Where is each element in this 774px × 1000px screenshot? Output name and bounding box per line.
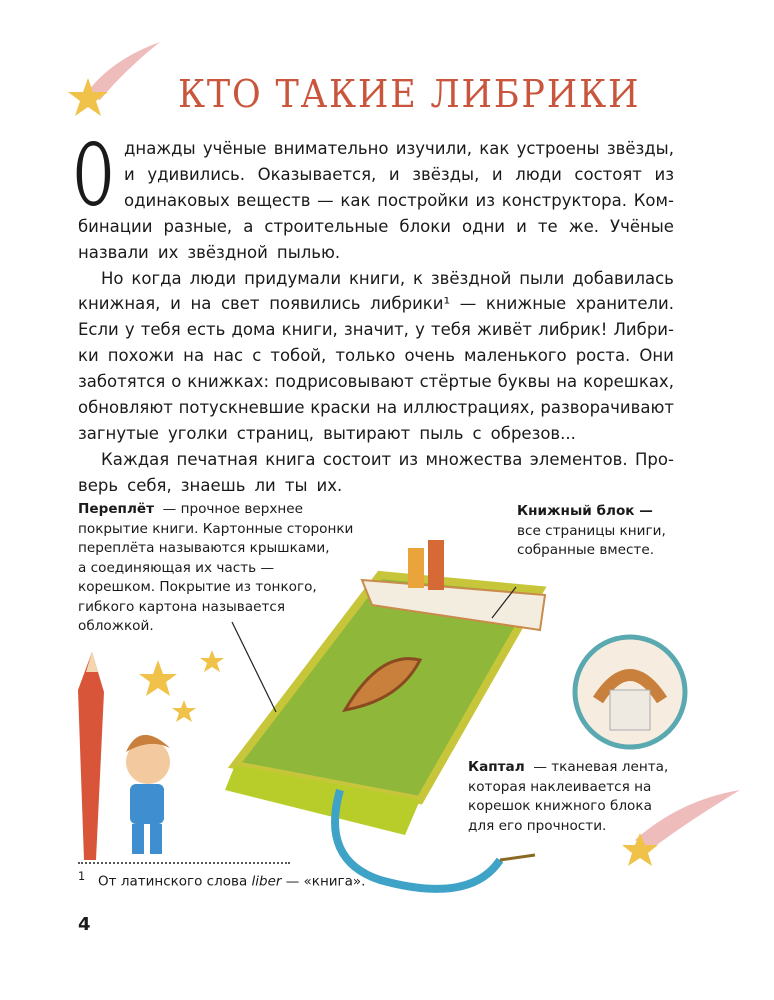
librik-character: [126, 735, 170, 854]
callout-binding: [78, 500, 353, 637]
callout-line: гибкого картона называется: [78, 598, 286, 615]
callout-term: Книжный блок —: [517, 503, 653, 519]
callout-line: — тканевая лента,: [533, 759, 669, 775]
callout-line: собранные вместе.: [517, 542, 655, 558]
text-line: одинаковых веществ — как постройки из конструктора. Ком-: [124, 190, 674, 210]
text-line: бинации разные, а строительные блоки одни и те же. Учёные: [78, 216, 674, 236]
pencil-icon: [78, 652, 104, 860]
text-line: загнутые уголки страниц, вытирают пыль с обрезов...: [78, 423, 576, 443]
headband-closeup: [575, 637, 685, 747]
callout-line: все страницы книги,: [517, 522, 666, 539]
text-line: заботятся о книжках: подрисовывают стёртые буквы на корешках,: [78, 372, 674, 392]
footnote-divider: [78, 862, 290, 864]
text-line: книжная, и на свет появились либрики¹ — книжные хранители.: [78, 294, 674, 314]
text-line: верь себя, знаешь ли ты их.: [78, 475, 343, 495]
text-line: днажды учёные внимательно изучили, как устроены звёзды,: [124, 139, 674, 158]
page-number: 4: [78, 914, 91, 935]
callout-line: для его прочности.: [468, 817, 607, 834]
text-line: обновляют потускневшие краски на иллюстрациях, разворачивают: [78, 398, 674, 418]
callout-term: Переплёт: [78, 501, 154, 517]
text-line: назвали их звёздной пылью.: [78, 242, 341, 262]
footnote: [78, 870, 365, 890]
callout-line: — прочное верхнее: [162, 501, 303, 517]
callout-line: а соединяющая их часть —: [78, 559, 275, 576]
shooting-star-icon: [68, 42, 160, 116]
footnote-mark: 1: [78, 870, 86, 883]
text-line: Если у тебя есть дома книги, значит, у тебя живёт либрик! Либри-: [78, 320, 674, 340]
callout-line: корешком. Покрытие из тонкого,: [78, 579, 317, 595]
callout-line: корешок книжного блока: [468, 798, 652, 814]
callout-line: обложкой.: [78, 618, 154, 634]
callout-line: которая наклеивается на: [468, 778, 652, 795]
text-line: и удивились. Оказывается, и звёзды, и люди состоят из: [124, 164, 674, 184]
callout-book-block: [517, 502, 666, 561]
text-line: Но когда люди придумали книги, к звёздной пыли добавилась: [101, 268, 674, 288]
footnote-text: От латинского слова: [98, 873, 248, 890]
callout-line: покрытие книги. Картонные сторонки: [78, 520, 354, 537]
footnote-text: — «книга».: [285, 873, 366, 890]
star-icon: [139, 650, 224, 722]
page-title: КТО ТАКИЕ ЛИБРИКИ: [178, 72, 641, 116]
text-line: ки похожи на нас с тобой, только очень маленького роста. Они: [78, 346, 674, 366]
drop-cap: О: [74, 126, 113, 226]
footnote-term: liber: [251, 873, 282, 890]
body-text: [78, 136, 674, 499]
callout-line: переплёта называются крышками,: [78, 540, 330, 556]
callout-headband: [468, 758, 668, 836]
callout-term: Каптал: [468, 759, 525, 775]
text-line: Каждая печатная книга состоит из множества элементов. Про-: [101, 449, 674, 469]
